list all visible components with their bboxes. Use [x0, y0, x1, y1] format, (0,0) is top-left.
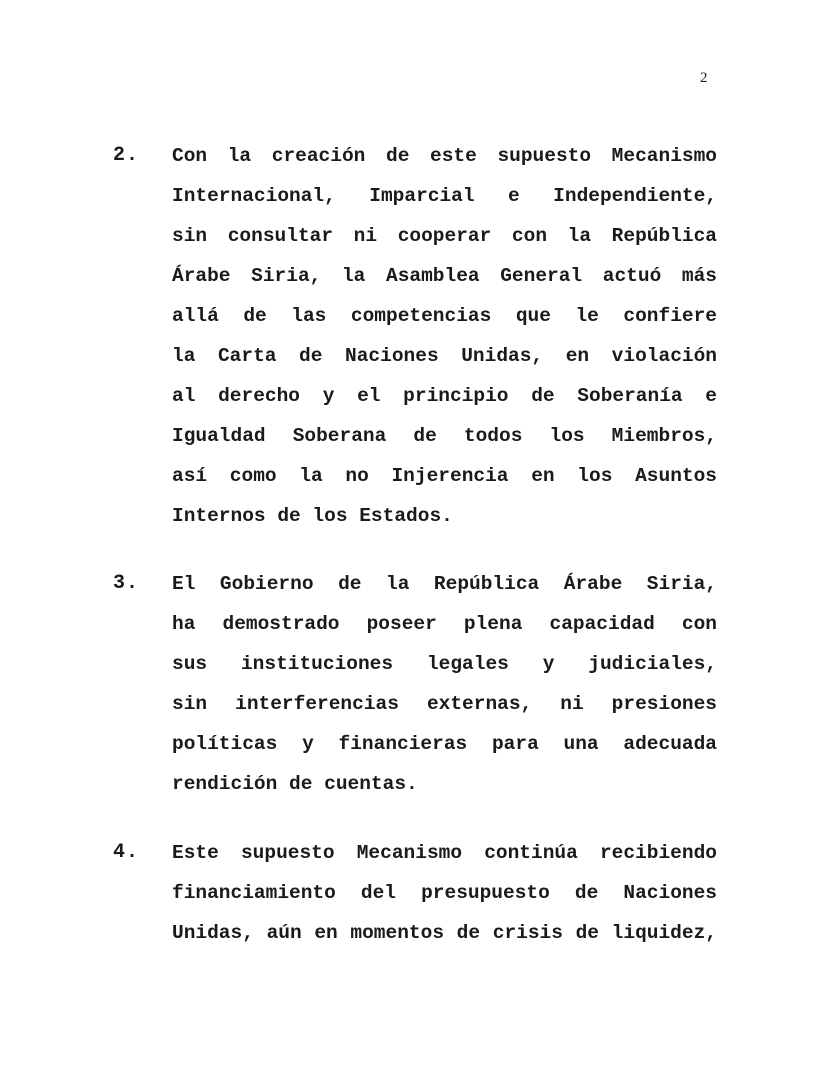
text-line: la Carta de Naciones Unidas, en violación — [172, 345, 717, 367]
paragraph-text — [172, 833, 717, 953]
text-line: al derecho y el principio de Soberanía e — [172, 385, 717, 407]
paragraph-text — [172, 564, 717, 804]
text-line: Internos de los Estados. — [172, 505, 453, 527]
text-line: sin consultar ni cooperar con la República — [172, 225, 717, 247]
text-line: ha demostrado poseer plena capacidad con — [172, 613, 717, 635]
text-line: sus instituciones legales y judiciales, — [172, 653, 717, 675]
text-line: Igualdad Soberana de todos los Miembros, — [172, 425, 717, 447]
text-line: Internacional, Imparcial e Independiente, — [172, 185, 717, 207]
paragraph-number: 4. — [113, 841, 140, 864]
text-line: Unidas, aún en momentos de crisis de liquidez, — [172, 922, 717, 944]
text-line: políticas y financieras para una adecuada — [172, 733, 717, 755]
text-line: Este supuesto Mecanismo continúa recibiendo — [172, 842, 717, 864]
text-line: Árabe Siria, la Asamblea General actuó más — [172, 265, 717, 287]
text-line: allá de las competencias que le confiere — [172, 305, 717, 327]
paragraph-text — [172, 136, 717, 536]
text-line: sin interferencias externas, ni presiones — [172, 693, 717, 715]
text-line: así como la no Injerencia en los Asuntos — [172, 465, 717, 487]
text-line: Con la creación de este supuesto Mecanismo — [172, 145, 717, 167]
page-number: 2 — [700, 70, 708, 86]
text-line: rendición de cuentas. — [172, 773, 418, 795]
text-line: El Gobierno de la República Árabe Siria, — [172, 573, 717, 595]
paragraph-number: 2. — [113, 144, 140, 167]
text-line: financiamiento del presupuesto de Naciones — [172, 882, 717, 904]
paragraph-number: 3. — [113, 572, 140, 595]
